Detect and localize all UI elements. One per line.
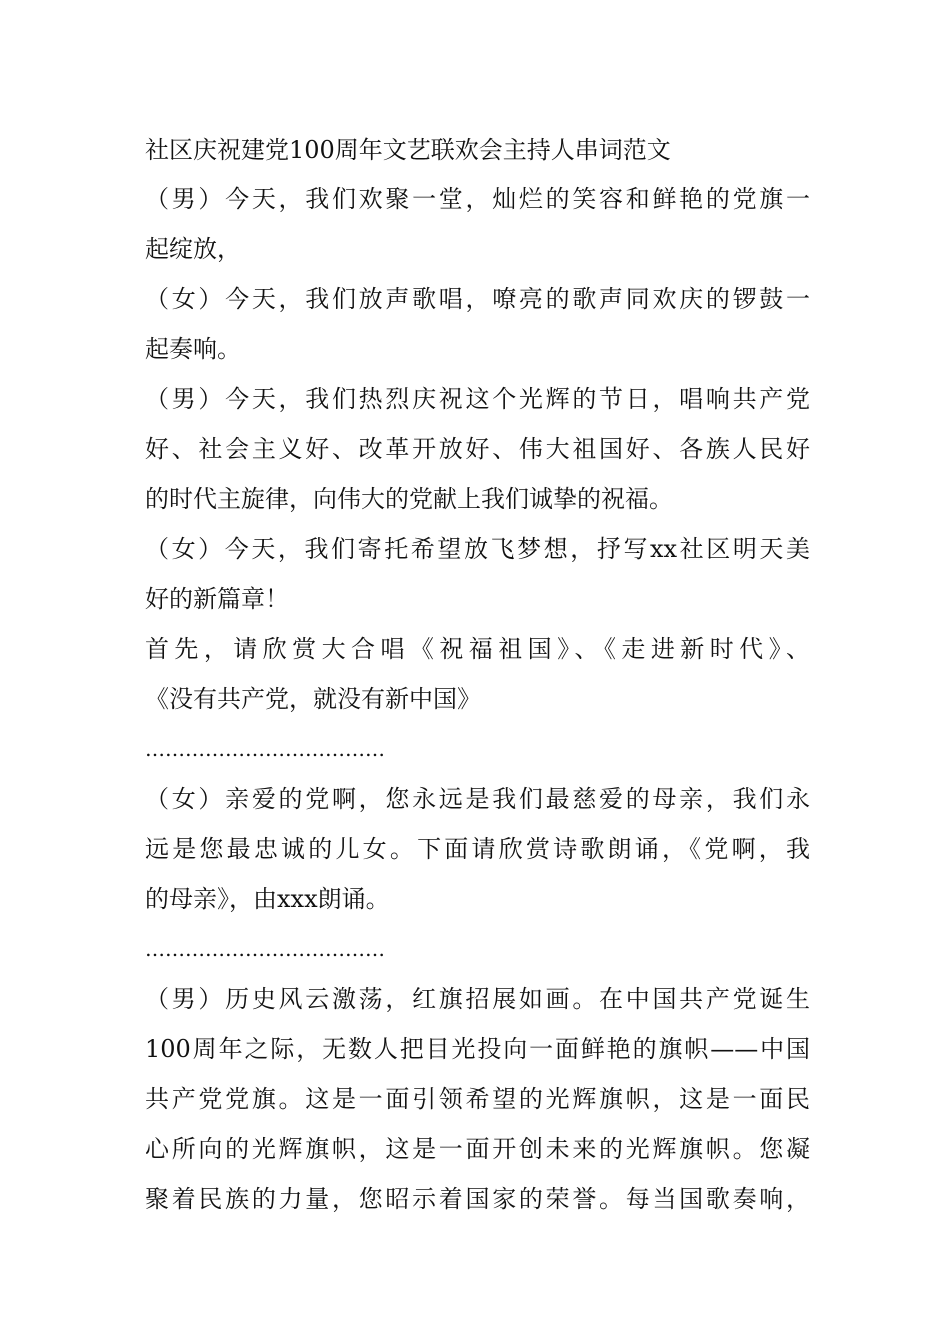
text-line: （男）历史风云激荡，红旗招展如画。在中国共产党诞生: [145, 985, 810, 1013]
text-line: 好、社会主义好、改革开放好、伟大祖国好、各族人民好: [145, 435, 810, 463]
document-title: 社区庆祝建党100周年文艺联欢会主持人串词范文: [145, 136, 671, 164]
dotted-separator: ………………………………: [145, 937, 385, 961]
document-page: [145, 126, 810, 1224]
text-line: 《没有共产党，就没有新中国》: [145, 685, 481, 713]
text-line: 共产党党旗。这是一面引领希望的光辉旗帜，这是一面民: [145, 1085, 810, 1113]
text-line: （女）今天，我们放声歌唱，嘹亮的歌声同欢庆的锣鼓一: [145, 285, 810, 313]
text-line: （女）亲爱的党啊，您永远是我们最慈爱的母亲，我们永: [145, 785, 810, 813]
paragraph-female-2: [145, 524, 810, 624]
paragraph-program-intro: [145, 624, 810, 724]
paragraph-female-3: [145, 774, 810, 924]
text-line: 100周年之际，无数人把目光投向一面鲜艳的旗帜——中国: [145, 1035, 810, 1063]
separator-dots: [145, 924, 810, 974]
text-line: 的母亲》，由xxx朗诵。: [145, 885, 390, 913]
separator-dots: [145, 724, 810, 774]
text-line: 起奏响。: [145, 335, 241, 363]
paragraph-male-2: [145, 374, 810, 524]
paragraph-male-1: [145, 174, 810, 274]
text-line: 的时代主旋律，向伟大的党献上我们诚挚的祝福。: [145, 485, 673, 513]
text-line: 心所向的光辉旗帜，这是一面开创未来的光辉旗帜。您凝: [145, 1135, 810, 1163]
text-line: 远是您最忠诚的儿女。下面请欣赏诗歌朗诵，《党啊，我: [145, 835, 810, 863]
text-line: （男）今天，我们热烈庆祝这个光辉的节日，唱响共产党: [145, 385, 810, 413]
text-line: （男）今天，我们欢聚一堂，灿烂的笑容和鲜艳的党旗一: [145, 185, 810, 213]
text-line: （女）今天，我们寄托希望放飞梦想，抒写xx社区明天美: [145, 535, 810, 563]
paragraph-female-1: [145, 274, 810, 374]
text-line: 好的新篇章！: [145, 585, 289, 613]
dotted-separator: ………………………………: [145, 737, 385, 761]
text-line: 首先，请欣赏大合唱《祝福祖国》、《走进新时代》、: [145, 635, 810, 663]
paragraph-male-3: [145, 974, 810, 1224]
text-line: 聚着民族的力量，您昭示着国家的荣誉。每当国歌奏响，: [145, 1185, 810, 1213]
text-line: 起绽放，: [145, 235, 241, 263]
